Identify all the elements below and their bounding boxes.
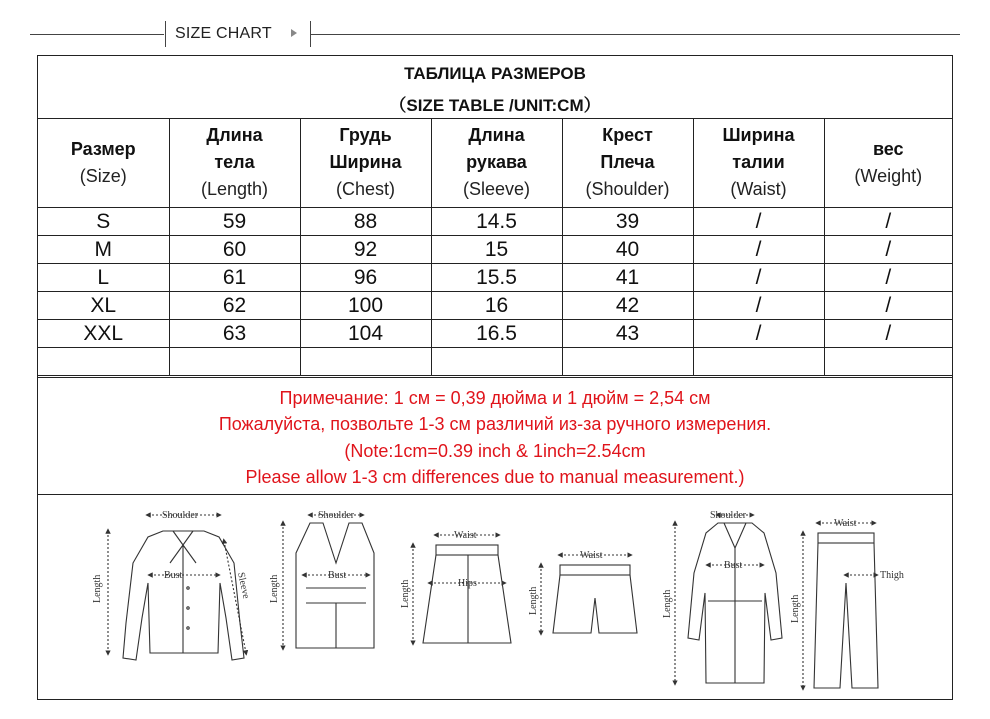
- measurement-diagrams: [38, 493, 952, 699]
- header-length: Длина тела (Length): [169, 118, 300, 208]
- cell-empty: [300, 348, 431, 376]
- title-english: （SIZE TABLE /UNIT:CM）: [389, 96, 601, 115]
- cell-sleeve: 14.5: [431, 208, 562, 236]
- note-line-4: Please allow 1-3 cm differences due to manual measurement.): [245, 467, 745, 487]
- table-row: [38, 264, 952, 292]
- cell-shoulder: 42: [562, 292, 693, 320]
- cell-chest: 100: [300, 292, 431, 320]
- label-waist-6: Waist: [834, 518, 857, 529]
- table-row: [38, 236, 952, 264]
- label-length-6: Length: [790, 594, 801, 623]
- cell-shoulder: 40: [562, 236, 693, 264]
- header-waist: Ширина талии (Waist): [693, 118, 824, 208]
- trousers-measure-lines: [803, 523, 876, 688]
- cell-sleeve: 16: [431, 292, 562, 320]
- banner-rule-right: [310, 34, 960, 35]
- cell-size: XXL: [38, 320, 169, 348]
- cell-chest: 104: [300, 320, 431, 348]
- cell-weight: /: [824, 320, 952, 348]
- label-bust-2: Bust: [328, 570, 347, 581]
- label-bust-1: Bust: [164, 570, 183, 581]
- cell-size: XL: [38, 292, 169, 320]
- cell-empty: [169, 348, 300, 376]
- label-length-3: Length: [400, 579, 411, 608]
- label-shoulder-5: Shoulder: [710, 510, 747, 521]
- label-hips-3: Hips: [458, 578, 477, 589]
- header-shoulder: Крест Плеча (Shoulder): [562, 118, 693, 208]
- label-bust-5: Bust: [724, 560, 743, 571]
- table-row-empty: [38, 348, 952, 376]
- header-chest: Грудь Ширина (Chest): [300, 118, 431, 208]
- cell-shoulder: 41: [562, 264, 693, 292]
- measurement-notes: [38, 377, 952, 495]
- note-line-3: (Note:1cm=0.39 inch & 1inch=2.54cm: [344, 441, 646, 461]
- note-line-1: Примечание: 1 см = 0,39 дюйма и 1 дюйм = 2,54 см: [279, 388, 711, 408]
- label-waist-3: Waist: [454, 530, 477, 541]
- cell-waist: /: [693, 320, 824, 348]
- cell-chest: 96: [300, 264, 431, 292]
- cell-shoulder: 43: [562, 320, 693, 348]
- play-arrow-icon: [291, 29, 297, 37]
- cell-chest: 92: [300, 236, 431, 264]
- size-table: [38, 118, 952, 376]
- label-shoulder-1: Shoulder: [162, 510, 199, 521]
- banner-tick-left: [165, 21, 166, 47]
- cell-waist: /: [693, 236, 824, 264]
- cell-waist: /: [693, 208, 824, 236]
- cell-weight: /: [824, 292, 952, 320]
- cell-weight: /: [824, 236, 952, 264]
- cell-weight: /: [824, 264, 952, 292]
- cell-chest: 88: [300, 208, 431, 236]
- trousers-diagram: [814, 533, 878, 688]
- label-length-5: Length: [662, 589, 673, 618]
- cell-shoulder: 39: [562, 208, 693, 236]
- cell-empty: [693, 348, 824, 376]
- label-waist-4: Waist: [580, 550, 603, 561]
- cell-waist: /: [693, 292, 824, 320]
- label-shoulder-2: Shoulder: [318, 510, 355, 521]
- banner-label: SIZE CHART: [175, 25, 272, 42]
- cell-length: 59: [169, 208, 300, 236]
- cell-sleeve: 15: [431, 236, 562, 264]
- vest-diagram: [296, 523, 374, 648]
- cell-weight: /: [824, 208, 952, 236]
- cell-waist: /: [693, 264, 824, 292]
- cell-length: 62: [169, 292, 300, 320]
- cell-sleeve: 16.5: [431, 320, 562, 348]
- cell-empty: [824, 348, 952, 376]
- cell-empty: [431, 348, 562, 376]
- table-row: [38, 292, 952, 320]
- table-title: [38, 56, 952, 119]
- cell-size: L: [38, 264, 169, 292]
- label-sleeve-1: Sleeve: [235, 571, 252, 600]
- skirt-measure-lines: [413, 535, 504, 643]
- label-length-2: Length: [269, 574, 280, 603]
- table-header-row: [38, 118, 952, 208]
- cell-size: M: [38, 236, 169, 264]
- title-russian: ТАБЛИЦА РАЗМЕРОВ: [404, 64, 586, 83]
- header-size: Размер (Size): [38, 118, 169, 208]
- table-row: [38, 320, 952, 348]
- cell-length: 60: [169, 236, 300, 264]
- banner-rule-left: [30, 34, 164, 35]
- cell-size: S: [38, 208, 169, 236]
- skirt-diagram: [423, 545, 511, 643]
- size-chart-banner: [30, 18, 960, 48]
- garment-illustrations: [38, 493, 952, 699]
- header-weight: вес (Weight): [824, 118, 952, 208]
- label-thigh-6: Thigh: [880, 570, 904, 581]
- label-length-1: Length: [92, 574, 103, 603]
- label-length-4: Length: [528, 586, 539, 615]
- coat-diagram: [688, 523, 782, 683]
- cell-empty: [562, 348, 693, 376]
- note-line-2: Пожалуйста, позвольте 1-3 см различий из-за ручного измерения.: [218, 414, 772, 434]
- size-table-frame: [37, 55, 953, 700]
- cell-length: 63: [169, 320, 300, 348]
- header-sleeve: Длина рукава (Sleeve): [431, 118, 562, 208]
- cell-length: 61: [169, 264, 300, 292]
- cell-empty: [38, 348, 169, 376]
- shorts-diagram: [553, 565, 637, 633]
- coat-measure-lines: [675, 515, 762, 683]
- cell-sleeve: 15.5: [431, 264, 562, 292]
- table-row: [38, 208, 952, 236]
